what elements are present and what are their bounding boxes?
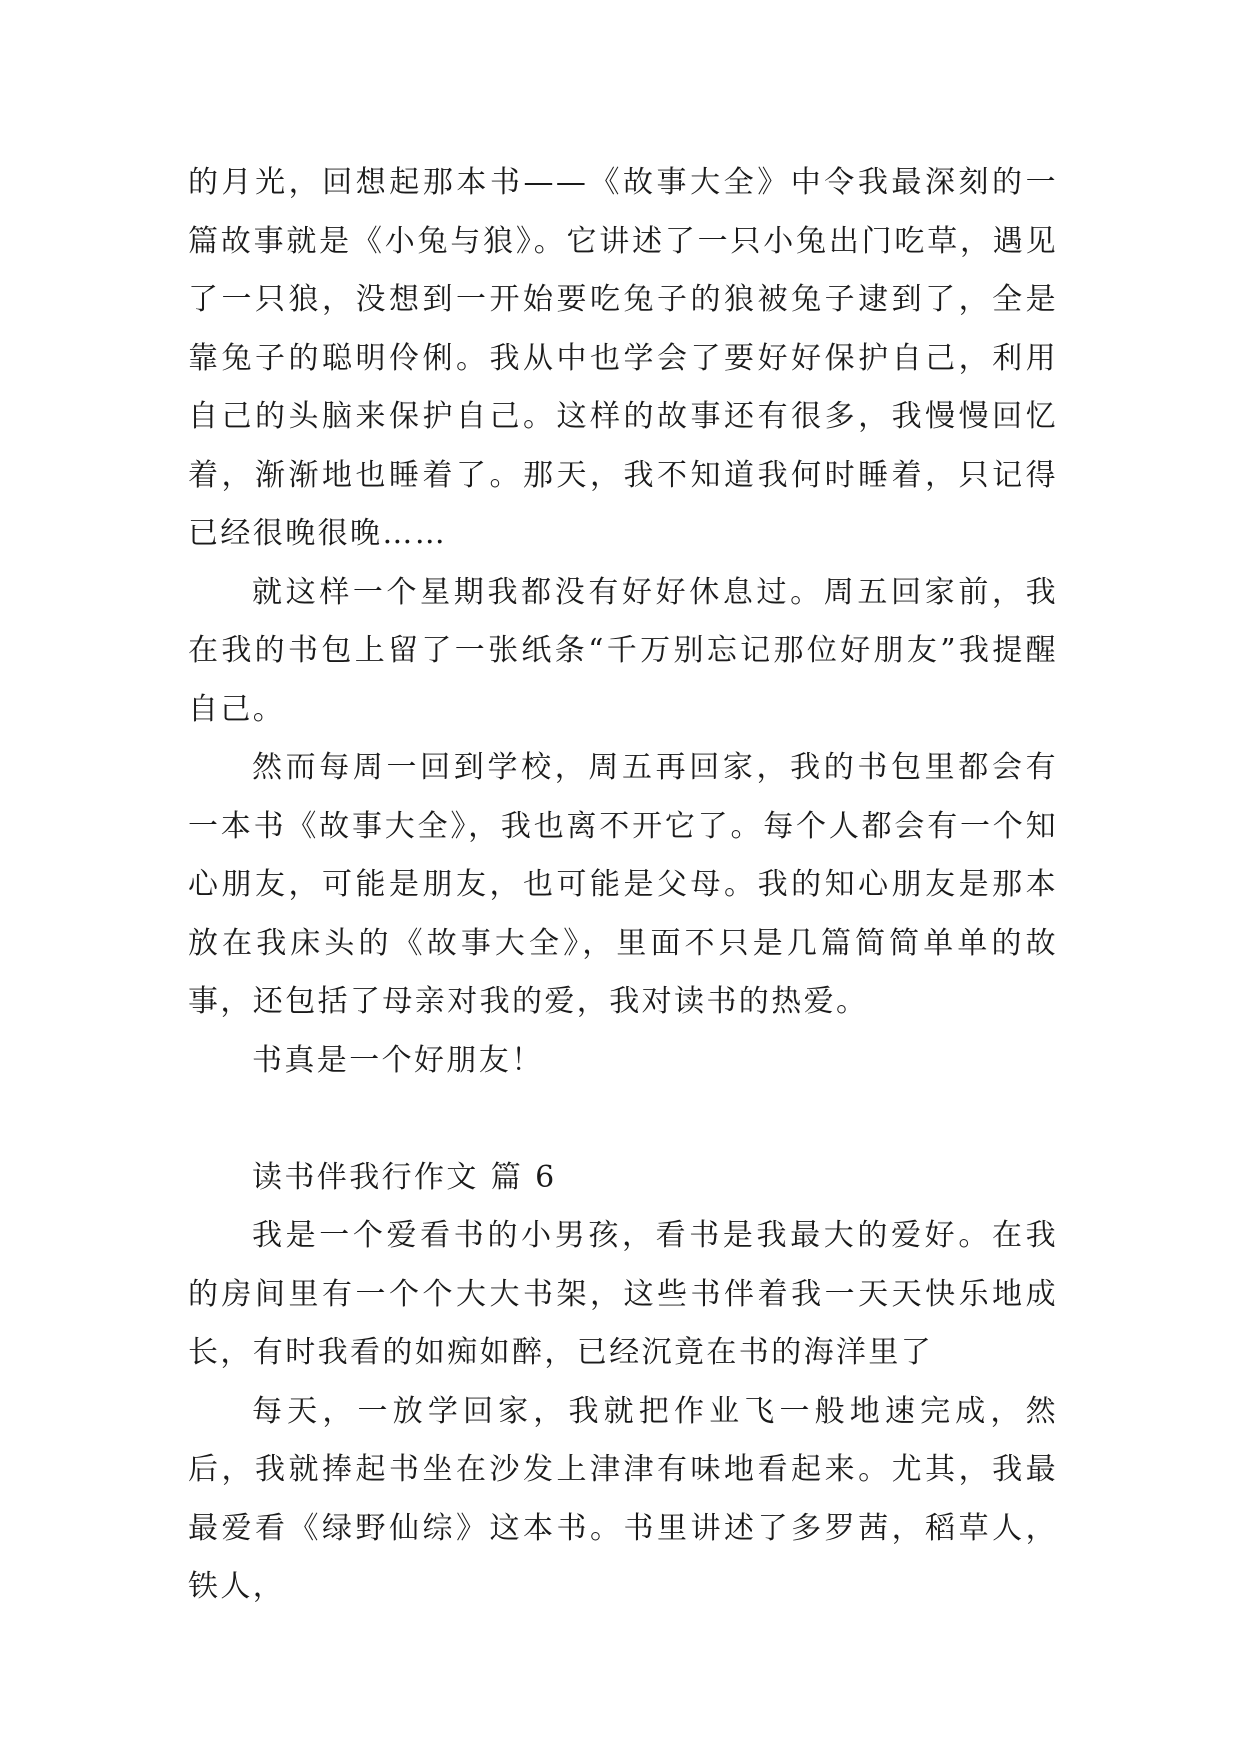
paragraph-3: 然而每周一回到学校，周五再回家，我的书包里都会有一本书《故事大全》，我也离不开它了。每个人都会有一个知心朋友，可能是朋友，也可能是父母。我的知心朋友是那本放在我床头的《故事大全》，里面不只是几篇简简单单的故事，还包括了母亲对我的爱，我对读书的热爱。	[188, 750, 1058, 1019]
paragraph-2: 就这样一个星期我都没有好好休息过。周五回家前，我在我的书包上留了一张纸条“千万别忘记那位好朋友”我提醒自己。	[188, 574, 1058, 727]
section-heading: 读书伴我行作文 篇 6	[252, 1159, 557, 1195]
section-gap	[188, 1090, 1058, 1149]
paragraph-1: 的月光，回想起那本书——《故事大全》中令我最深刻的一篇故事就是《小兔与狼》。它讲述了一只小兔出门吃草，遇见了一只狼，没想到一开始要吃兔子的狼被兔子逮到了，全是靠兔子的聪明伶俐。我从中也学会了要好好保护自己，利用自己的头脑来保护自己。这样的故事还有很多，我慢慢回忆着，渐渐地也睡着了。那天，我不知道我何时睡着，只记得已经很晚很晚……	[188, 165, 1058, 551]
paragraph-4: 书真是一个好朋友！	[252, 1042, 544, 1078]
document-body	[188, 154, 1058, 1617]
paragraph-5: 我是一个爱看书的小男孩，看书是我最大的爱好。在我的房间里有一个个大大书架，这些书伴着我一天天快乐地成长，有时我看的如痴如醉，已经沉竟在书的海洋里了	[188, 1218, 1058, 1370]
paragraph-6: 每天，一放学回家，我就把作业飞一般地速完成，然后，我就捧起书坐在沙发上津津有味地看起来。尤其，我最最爱看《绿野仙综》这本书。书里讲述了多罗茜，稻草人，铁人，	[188, 1393, 1058, 1604]
